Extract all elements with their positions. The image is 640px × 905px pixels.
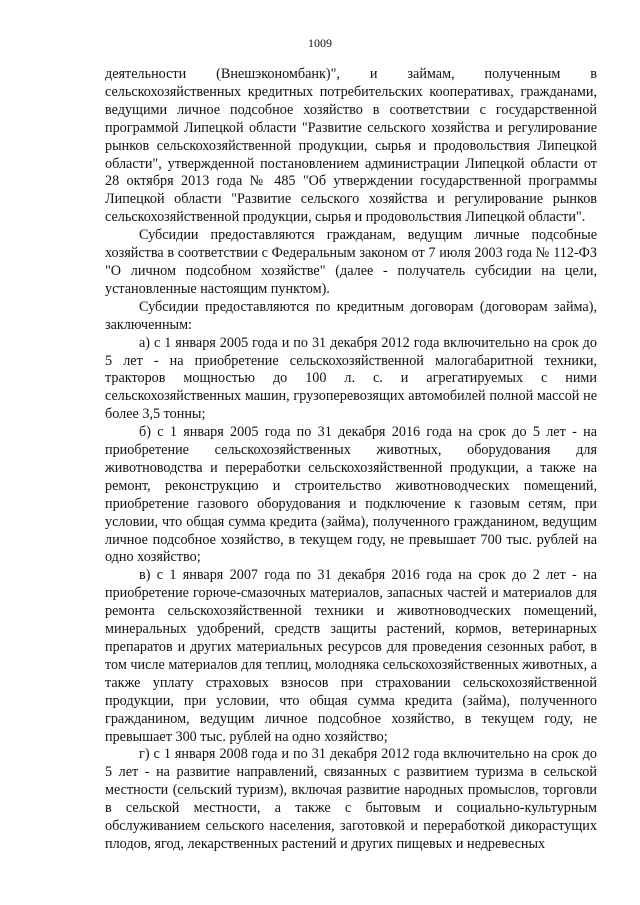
paragraph-subsidy-recipients: Субсидии предоставляются гражданам, ведущим личные подсобные хозяйства в соответствии с Федеральным законом от 7 июля 2003 года № 112-ФЗ "О личном подсобном хозяйстве" (далее - получатель субсидии на цели, установленные настоящим пунктом). (105, 227, 597, 297)
page-number: 1009 (308, 36, 332, 50)
body-text (105, 66, 597, 854)
paragraph-item-v: в) с 1 января 2007 года по 31 декабря 2016 года на срок до 2 лет - на приобретение горюче-смазочных материалов, запасных частей и материалов для ремонта сельскохозяйственной техники и животноводческих помещений, минеральных удобрений, средств защиты растений, кормов, ветеринарных препаратов и других материальных ресурсов для проведения сезонных работ, в том числе материалов для теплиц, молодняка сельскохозяйственных животных, а также уплату страховых взносов при страховании сельскохозяйственной продукции, при условии, что общая сумма кредита (займа), полученного гражданином, ведущим личное подсобное хозяйство, в текущем году, не превышает 300 тыс. рублей на одно хозяйство; (105, 567, 597, 745)
paragraph-loan-agreements: Субсидии предоставляются по кредитным договорам (договорам займа), заключенным: (105, 298, 597, 333)
paragraph-item-b: б) с 1 января 2005 года по 31 декабря 2016 года на срок до 5 лет - на приобретение сельскохозяйственных животных, оборудования для животноводства и переработки сельскохозяйственной продукции, а также на ремонт, реконструкцию и строительство животноводческих помещений, приобретение газового оборудования и подключение к газовым сетям, при условии, что общая сумма кредита (займа), полученного гражданином, ведущим личное подсобное хозяйство, в текущем году, не превышает 700 тыс. рублей на одно хозяйство; (105, 424, 597, 566)
paragraph-continuation: деятельности (Внешэкономбанк)", и займам, полученным в сельскохозяйственных кредитных потребительских кооперативах, гражданами, ведущими личное подсобное хозяйство в соответствии с государственной программой Липецкой области "Развитие сельского хозяйства и регулирование рынков сельскохозяйственной продукции, сырья и продовольствия Липецкой области", утвержденной постановлением администрации Липецкой области от 28 октября 2013 года № 485 "Об утверждении государственной программы Липецкой области "Развитие сельского хозяйства и регулирование рынков сельскохозяйственной продукции, сырья и продовольствия Липецкой области". (105, 66, 597, 226)
paragraph-item-g: г) с 1 января 2008 года и по 31 декабря 2012 года включительно на срок до 5 лет - на развитие направлений, связанных с развитием туризма в сельской местности (сельский туризм), включая развитие народных промыслов, торговли в сельской местности, а также с бытовым и социально-культурным обслуживанием сельского населения, заготовкой и переработкой дикорастущих плодов, ягод, лекарственных растений и других пищевых и недревесных (105, 746, 597, 852)
paragraph-item-a: а) с 1 января 2005 года и по 31 декабря 2012 года включительно на срок до 5 лет - на приобретение сельскохозяйственной малогабаритной техники, тракторов мощностью до 100 л. с. и агрегатируемых с ними сельскохозяйственных машин, грузоперевозящих автомобилей полной массой не более 3,5 тонны; (105, 334, 597, 423)
